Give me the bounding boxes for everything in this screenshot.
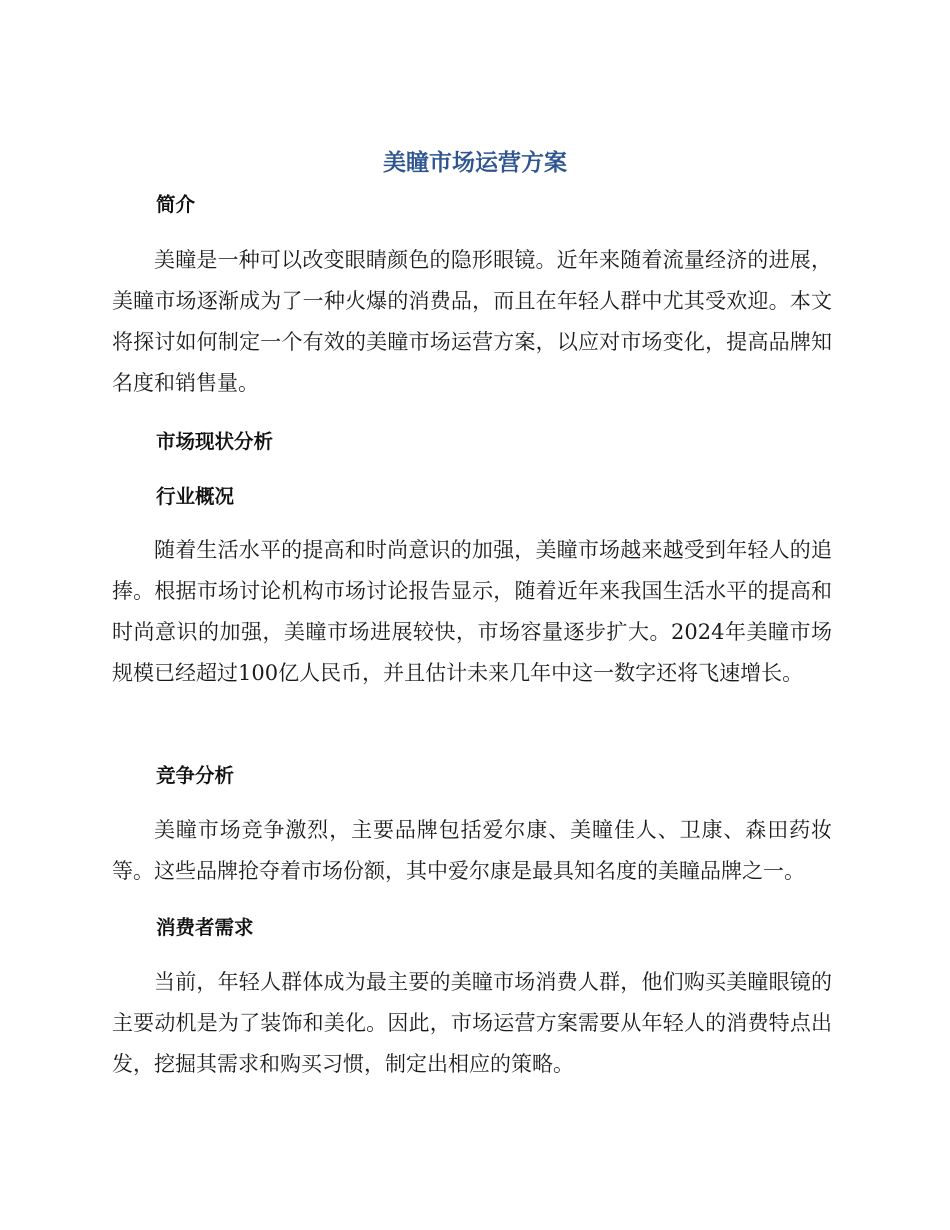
- section-paragraph-intro: 美瞳是一种可以改变眼睛颜色的隐形眼镜。近年来随着流量经济的进展，美瞳市场逐渐成为了一种火爆的消费品，而且在年轻人群中尤其受欢迎。本文将探讨如何制定一个有效的美瞳市场运营方案，以应对市场变化，提高品牌知名度和销售量。: [112, 248, 832, 395]
- section-paragraph-industry-overview: 随着生活水平的提高和时尚意识的加强，美瞳市场越来越受到年轻人的追捧。根据市场讨论机构市场讨论报告显示，随着近年来我国生活水平的提高和时尚意识的加强，美瞳市场进展较快，市场容量逐步扩大。2024年美瞳市场规模已经超过100亿人民币，并且估计未来几年中这一数字还将飞速增长。: [112, 538, 832, 685]
- section-heading-industry-overview: 行业概况: [156, 485, 235, 508]
- section-heading-intro: 简介: [156, 193, 196, 216]
- section-heading-market-analysis: 市场现状分析: [156, 430, 274, 453]
- section-paragraph-competition: 美瞳市场竞争激烈，主要品牌包括爱尔康、美瞳佳人、卫康、森田药妆等。这些品牌抢夺着市场份额，其中爱尔康是最具知名度的美瞳品牌之一。: [112, 818, 832, 883]
- section-heading-consumer-demand: 消费者需求: [156, 916, 254, 939]
- section-paragraph-consumer-demand: 当前，年轻人群体成为最主要的美瞳市场消费人群，他们购买美瞳眼镜的主要动机是为了装饰和美化。因此，市场运营方案需要从年轻人的消费特点出发，挖掘其需求和购买习惯，制定出相应的策略。: [112, 970, 832, 1076]
- document-title: 美瞳市场运营方案: [383, 150, 567, 176]
- section-heading-competition: 竞争分析: [156, 764, 235, 787]
